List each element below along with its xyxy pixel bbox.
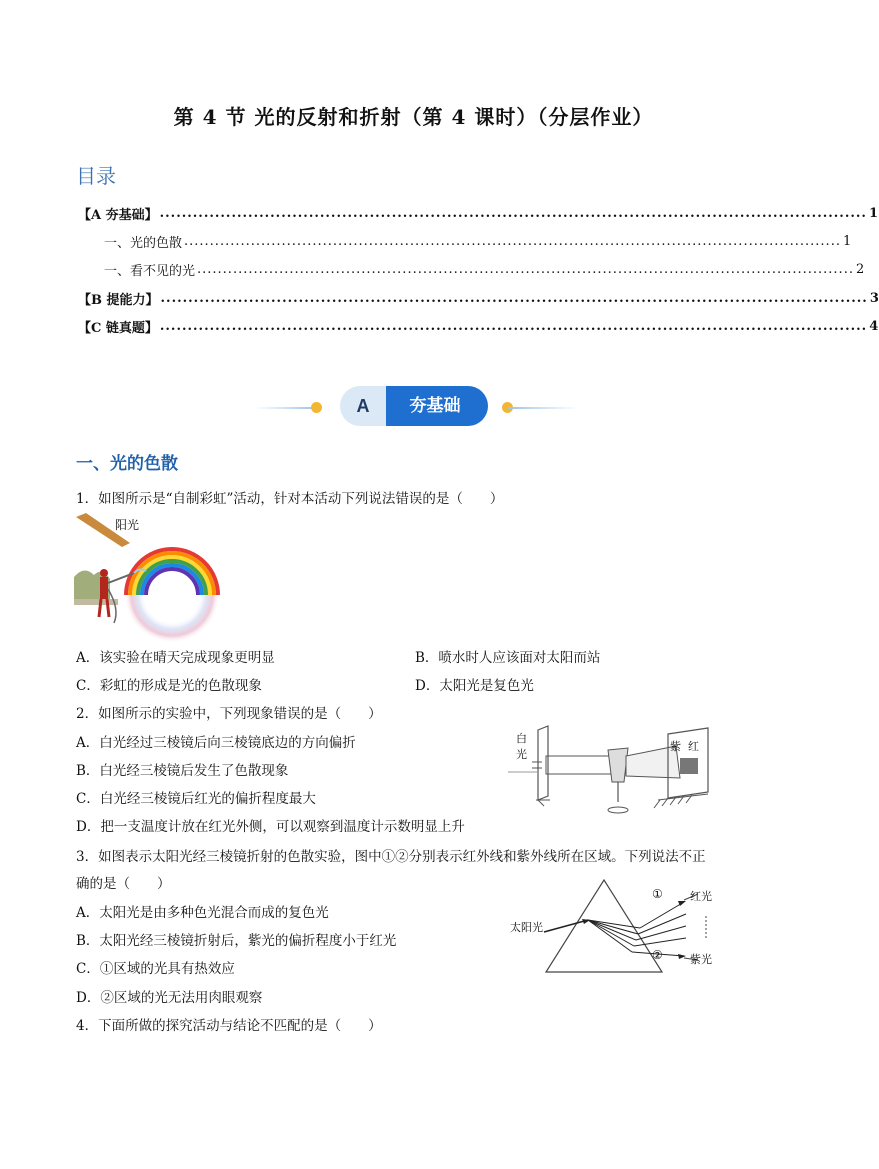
- option-a[interactable]: A．太阳光是由多种色光混合而成的复色光: [76, 905, 329, 921]
- figure-label-region-1: ①: [652, 887, 663, 901]
- toc-entry-page: 4: [869, 318, 879, 334]
- prism-screen-figure: [508, 722, 718, 822]
- question-stem: 1．如图所示是“自制彩虹”活动，针对本活动下列说法错误的是（ ）: [76, 491, 504, 507]
- toc-leader: ................................................................................................................................: [159, 205, 867, 221]
- option-b[interactable]: B．太阳光经三棱镜折射后，紫光的偏折程度小于红光: [76, 933, 397, 949]
- toc-entry-label: 【B 提能力】: [78, 292, 159, 308]
- toc-entry[interactable]: [78, 315, 879, 337]
- figure-label-white: 白: [516, 732, 527, 745]
- option-c[interactable]: C．彩虹的形成是光的色散现象: [76, 678, 262, 694]
- banner-dot-left: [311, 402, 322, 413]
- banner-rule-left: [255, 407, 315, 409]
- toc-entry-label: 一、看不见的光: [104, 263, 196, 279]
- toc-entry-label: 一、光的色散: [104, 235, 183, 251]
- toc-heading: 目录: [76, 164, 116, 188]
- toc-leader: ................................................................................................................................: [160, 290, 868, 306]
- banner-rule-right: [508, 407, 578, 409]
- question-stem: 4．下面所做的探究活动与结论不匹配的是（ ）: [76, 1018, 382, 1034]
- option-d[interactable]: D．②区域的光无法用肉眼观察: [76, 990, 263, 1006]
- banner-text: 夯基础: [409, 396, 461, 416]
- question-stem-cont: 确的是（ ）: [76, 876, 171, 892]
- toc-entry-page: 1: [868, 205, 878, 221]
- toc-entry-page: 2: [855, 261, 865, 277]
- rainbow-figure: [74, 513, 224, 635]
- option-b[interactable]: B．白光经三棱镜后发生了色散现象: [76, 763, 289, 779]
- toc-entry[interactable]: [78, 202, 878, 224]
- figure-label-sunlight: 太阳光: [510, 921, 543, 934]
- question-stem: 2．如图所示的实验中，下列现象错误的是（ ）: [76, 706, 382, 722]
- option-d[interactable]: D．把一支温度计放在红光外侧，可以观察到温度计示数明显上升: [76, 819, 465, 835]
- toc-leader: ................................................................................................................................: [197, 261, 854, 277]
- figure-label-red-light: 红光: [690, 890, 712, 903]
- figure-label-violet: 紫: [670, 740, 681, 753]
- toc-entry[interactable]: [104, 258, 865, 280]
- question-stem: 3．如图表示太阳光经三棱镜折射的色散实验，图中①②分别表示红外线和紫外线所在区域。下列说法不正: [76, 849, 706, 865]
- toc-entry-label: 【A 夯基础】: [78, 207, 158, 223]
- figure-label-violet-light: 紫光: [690, 953, 712, 966]
- toc-leader: ................................................................................................................................: [159, 318, 868, 334]
- toc-entry[interactable]: [104, 230, 852, 252]
- page-title: 第 4 节 光的反射和折射（第 4 课时）（分层作业）: [173, 105, 654, 129]
- figure-label-sunlight: 阳光: [115, 518, 140, 532]
- toc-entry-page: 1: [842, 233, 852, 249]
- section-banner: [340, 386, 488, 426]
- option-d[interactable]: D．太阳光是复色光: [415, 678, 534, 694]
- figure-label-red: 红: [688, 740, 699, 753]
- figure-label-light: 光: [516, 748, 527, 761]
- toc-entry-page: 3: [869, 290, 879, 306]
- option-b[interactable]: B．喷水时人应该面对太阳而站: [415, 650, 601, 666]
- toc-entry[interactable]: [78, 287, 879, 309]
- option-c[interactable]: C．白光经三棱镜后红光的偏折程度最大: [76, 791, 316, 807]
- section-heading: 一、光的色散: [76, 454, 178, 474]
- banner-letter: A: [356, 396, 370, 416]
- option-c[interactable]: C．①区域的光具有热效应: [76, 961, 235, 977]
- figure-label-region-2: ②: [652, 948, 663, 962]
- option-a[interactable]: A．白光经过三棱镜后向三棱镜底边的方向偏折: [76, 735, 356, 751]
- option-a[interactable]: A．该实验在晴天完成现象更明显: [76, 650, 275, 666]
- toc-leader: ................................................................................................................................: [184, 233, 841, 249]
- toc-entry-label: 【C 链真题】: [78, 320, 158, 336]
